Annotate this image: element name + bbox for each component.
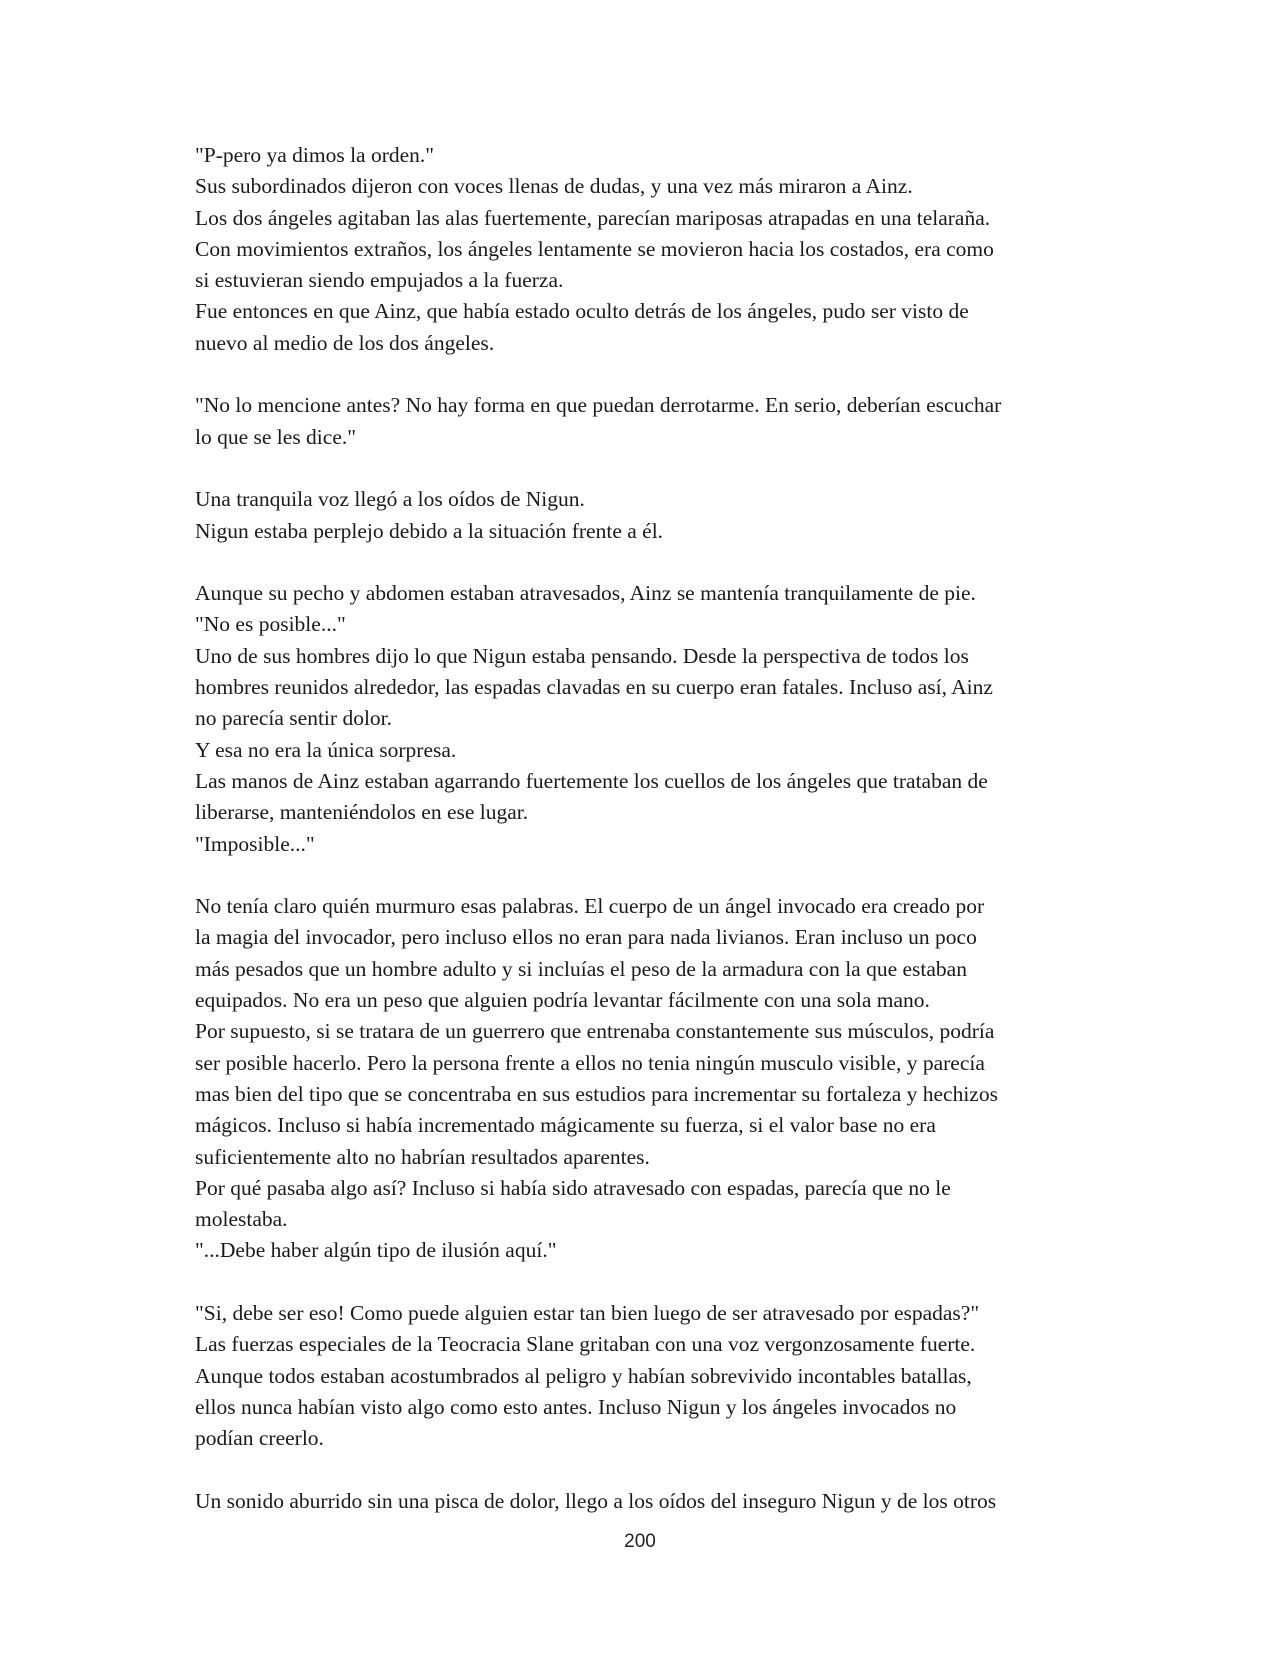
text-line: Aunque todos estaban acostumbrados al peligro y habían sobrevivido incontables batallas, bbox=[195, 1363, 972, 1388]
text-line: liberarse, manteniéndolos en ese lugar. bbox=[195, 800, 529, 825]
blank-line bbox=[195, 860, 1095, 891]
blank-line bbox=[195, 359, 1095, 390]
text-line: Los dos ángeles agitaban las alas fuertemente, parecían mariposas atrapadas en una telaraña. bbox=[195, 205, 991, 230]
text-line: Fue entonces en que Ainz, que había estado oculto detrás de los ángeles, pudo ser visto de bbox=[195, 299, 969, 324]
text-line: más pesados que un hombre adulto y si incluías el peso de la armadura con la que estaban bbox=[195, 956, 967, 981]
blank-line bbox=[195, 1454, 1095, 1485]
text-line: Un sonido aburrido sin una pisca de dolor, llego a los oídos del inseguro Nigun y de los otros bbox=[195, 1488, 997, 1513]
text-line: Nigun estaba perplejo debido a la situación frente a él. bbox=[195, 518, 664, 543]
text-line: "Si, debe ser eso! Como puede alguien estar tan bien luego de ser atravesado por espadas?" bbox=[195, 1300, 980, 1325]
text-line: ser posible hacerlo. Pero la persona frente a ellos no tenia ningún musculo visible, y parecía bbox=[195, 1050, 985, 1075]
text-line: mas bien del tipo que se concentraba en sus estudios para incrementar su fortaleza y hechizos bbox=[195, 1081, 998, 1106]
body-text bbox=[195, 140, 1095, 1517]
text-line: No tenía claro quién murmuro esas palabras. El cuerpo de un ángel invocado era creado por bbox=[195, 894, 985, 919]
text-line: "...Debe haber algún tipo de ilusión aquí." bbox=[195, 1238, 557, 1263]
text-line: lo que se les dice." bbox=[195, 424, 357, 449]
text-line: si estuvieran siendo empujados a la fuerza. bbox=[195, 268, 564, 293]
text-line: equipados. No era un peso que alguien podría levantar fácilmente con una sola mano. bbox=[195, 988, 930, 1013]
text-line: "P-pero ya dimos la orden." bbox=[195, 143, 435, 167]
text-line: molestaba. bbox=[195, 1207, 288, 1232]
text-line: Aunque su pecho y abdomen estaban atravesados, Ainz se mantenía tranquilamente de pie. bbox=[195, 581, 976, 606]
text-line: Con movimientos extraños, los ángeles lentamente se movieron hacia los costados, era como bbox=[195, 236, 994, 261]
blank-line bbox=[195, 1267, 1095, 1298]
text-line: "Imposible..." bbox=[195, 831, 315, 856]
text-line: Por qué pasaba algo así? Incluso si había sido atravesado con espadas, parecía que no le bbox=[195, 1175, 951, 1200]
text-line: "No lo mencione antes? No hay forma en que puedan derrotarme. En serio, deberían escuchar bbox=[195, 393, 1002, 418]
text-line: no parecía sentir dolor. bbox=[195, 706, 393, 731]
text-line: podían creerlo. bbox=[195, 1426, 324, 1451]
text-line: suficientemente alto no habrían resultados aparentes. bbox=[195, 1144, 650, 1169]
text-line: Sus subordinados dijeron con voces llenas de dudas, y una vez más miraron a Ainz. bbox=[195, 174, 913, 199]
text-line: Uno de sus hombres dijo lo que Nigun estaba pensando. Desde la perspectiva de todos los bbox=[195, 643, 969, 668]
text-line: "No es posible..." bbox=[195, 612, 346, 637]
text-line: Una tranquila voz llegó a los oídos de Nigun. bbox=[195, 487, 585, 512]
text-line: ellos nunca habían visto algo como esto antes. Incluso Nigun y los ángeles invocados no bbox=[195, 1394, 957, 1419]
text-line: hombres reunidos alrededor, las espadas clavadas en su cuerpo eran fatales. Incluso así, Ainz bbox=[195, 675, 993, 700]
page-number: 200 bbox=[624, 1531, 656, 1552]
text-line: Y esa no era la única sorpresa. bbox=[195, 737, 457, 762]
text-line: la magia del invocador, pero incluso ellos no eran para nada livianos. Eran incluso un poco bbox=[195, 925, 977, 950]
text-line: mágicos. Incluso si había incrementado mágicamente su fuerza, si el valor base no era bbox=[195, 1113, 936, 1138]
text-line: Las manos de Ainz estaban agarrando fuertemente los cuellos de los ángeles que trataban de bbox=[195, 768, 988, 793]
text-line: nuevo al medio de los dos ángeles. bbox=[195, 330, 495, 355]
blank-line bbox=[195, 547, 1095, 578]
blank-line bbox=[195, 453, 1095, 484]
text-line: Las fuerzas especiales de la Teocracia Slane gritaban con una voz vergonzosamente fuerte. bbox=[195, 1332, 976, 1357]
text-line: Por supuesto, si se tratara de un guerrero que entrenaba constantemente sus músculos, podría bbox=[195, 1019, 995, 1044]
